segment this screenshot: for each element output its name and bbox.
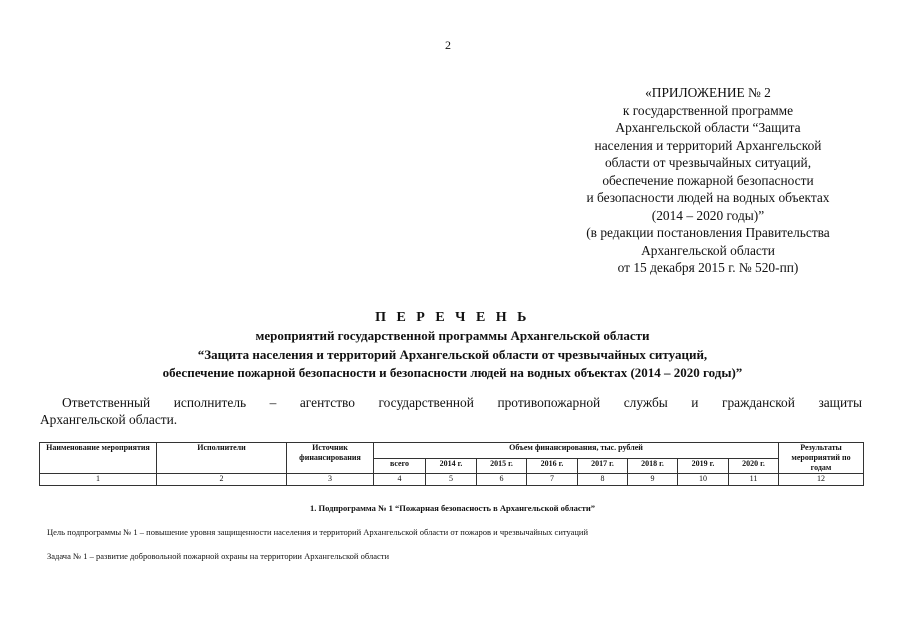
- column-number: 3: [287, 474, 374, 486]
- appendix-line: к государственной программе: [622, 102, 794, 118]
- responsible-line-1: Ответственный исполнитель – агентство государственной противопожарной службы и гражданской защиты: [62, 395, 862, 410]
- header-executors: Исполнители: [157, 443, 287, 474]
- header-year: 2015 г.: [477, 458, 527, 474]
- appendix-line: обеспечение пожарной безопасности: [602, 172, 814, 188]
- column-number-row: [40, 474, 864, 486]
- column-number: 8: [578, 474, 628, 486]
- header-volume: Объем финансирования, тыс. рублей: [374, 443, 779, 459]
- responsible-executor: [40, 394, 862, 428]
- responsible-line-2: Архангельской области.: [40, 412, 178, 427]
- appendix-line: от 15 декабря 2015 г. № 520-пп): [617, 260, 799, 275]
- title-main: П Е Р Е Ч Е Н Ь: [375, 310, 530, 325]
- appendix-heading: [548, 84, 868, 277]
- column-number: 7: [527, 474, 578, 486]
- title-line-2: “Защита населения и территорий Архангельской области от чрезвычайных ситуаций,: [197, 346, 708, 362]
- title-line-3: обеспечение пожарной безопасности и безопасности людей на водных объектах (2014 – 2020 годы)”: [162, 365, 743, 380]
- header-year: 2019 г.: [678, 458, 729, 474]
- column-number: 12: [779, 474, 864, 486]
- header-total: всего: [374, 458, 426, 474]
- title-line-1: мероприятий государственной программы Архангельской области: [255, 328, 650, 343]
- subprogram-heading: 1. Подпрограмма № 1 “Пожарная безопасность в Архангельской области”: [309, 503, 596, 513]
- header-year: 2014 г.: [426, 458, 477, 474]
- appendix-line: Архангельской области: [641, 242, 775, 258]
- header-year: 2017 г.: [578, 458, 628, 474]
- financing-table: [39, 442, 864, 486]
- header-source: Источник финансирования: [287, 443, 374, 474]
- header-year: 2020 г.: [729, 458, 779, 474]
- appendix-line: (2014 – 2020 годы)”: [651, 207, 765, 223]
- header-event-name: Наименование мероприятия: [40, 443, 157, 474]
- column-number: 10: [678, 474, 729, 486]
- appendix-line: населения и территорий Архангельской: [594, 137, 822, 153]
- appendix-line: и безопасности людей на водных объектах: [586, 190, 830, 205]
- column-number: 5: [426, 474, 477, 486]
- header-year: 2016 г.: [527, 458, 578, 474]
- appendix-line: «ПРИЛОЖЕНИЕ № 2: [645, 85, 771, 100]
- column-number: 6: [477, 474, 527, 486]
- column-number: 4: [374, 474, 426, 486]
- column-number: 1: [40, 474, 157, 486]
- document-title: [40, 309, 865, 383]
- appendix-line: области от чрезвычайных ситуаций,: [604, 155, 812, 170]
- appendix-line: (в редакции постановления Правительства: [586, 225, 830, 240]
- subprogram-task: Задача № 1 – развитие добровольной пожарной охраны на территории Архангельской области: [47, 551, 390, 561]
- appendix-line: Архангельской области “Защита: [615, 120, 801, 135]
- header-year: 2018 г.: [628, 458, 678, 474]
- column-number: 9: [628, 474, 678, 486]
- subprogram-goal: Цель подпрограммы № 1 – повышение уровня защищенности населения и территорий Архангельской области от пожаров и чрезвычайных ситуаций: [47, 527, 589, 537]
- header-results: Результаты мероприятий по годам: [779, 443, 864, 474]
- column-number: 11: [729, 474, 779, 486]
- column-number: 2: [157, 474, 287, 486]
- page-number: 2: [445, 38, 451, 52]
